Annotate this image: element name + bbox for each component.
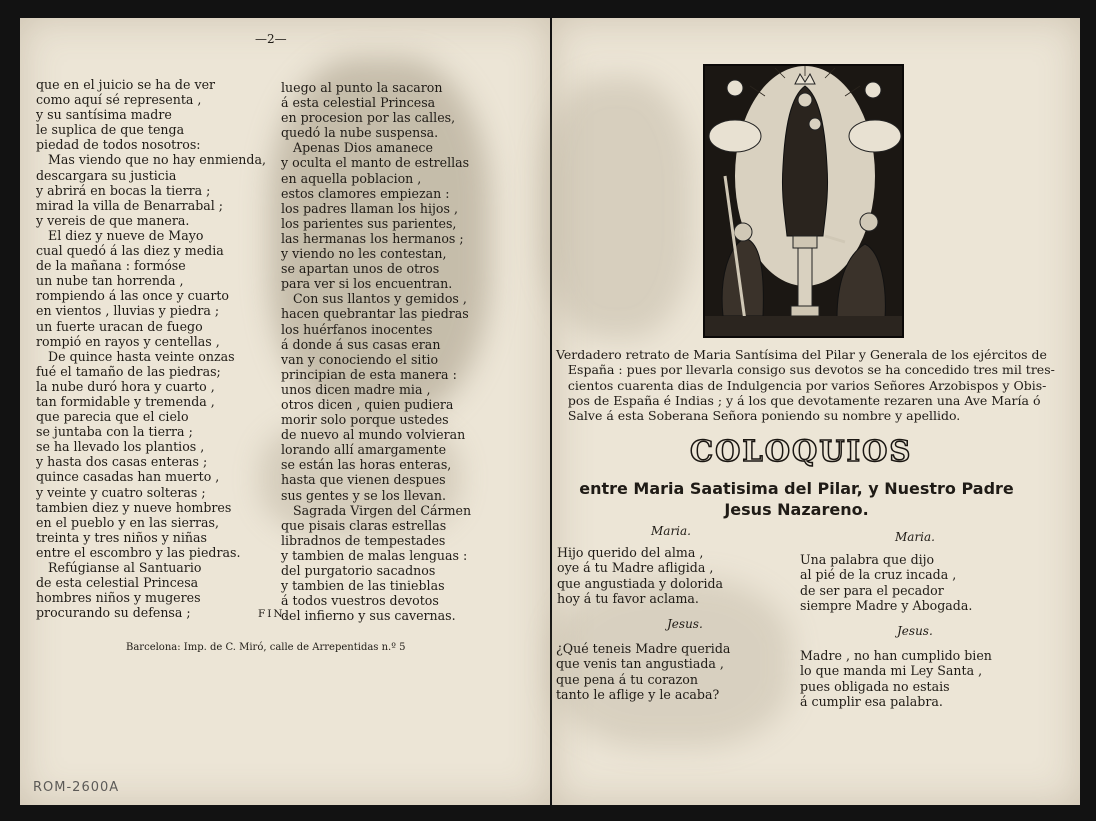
verse-line: oye á tu Madre afligida , xyxy=(557,560,714,576)
portrait-caption xyxy=(556,347,1056,423)
verse-line: El diez y nueve de Mayo xyxy=(36,227,204,243)
verse-line: se están las horas enteras, xyxy=(281,457,452,473)
verse-line: mirad la villa de Benarrabal ; xyxy=(36,197,224,213)
verse-line: le suplica de que tenga xyxy=(36,122,185,138)
verse-line: á cumplir esa palabra. xyxy=(800,693,943,709)
verse-line: Una palabra que dijo xyxy=(800,552,935,567)
verse-line: lorando allí amargamente xyxy=(281,442,447,458)
verse-line: en procesion por las calles, xyxy=(281,110,456,126)
verse-line: á esta celestial Princesa xyxy=(281,95,436,111)
verse-line: y abrirá en bocas la tierra ; xyxy=(36,182,211,198)
verse-line: un fuerte uracan de fuego xyxy=(36,318,203,334)
verse-line: en aquella poblacion , xyxy=(281,170,422,186)
verse-line: tan formidable y tremenda , xyxy=(36,393,215,409)
verse-line: y veinte y cuatro solteras ; xyxy=(36,484,206,500)
verse-line: otros dicen , quien pudiera xyxy=(281,396,454,412)
verse-line: los huérfanos inocentes xyxy=(281,321,433,337)
verse-line: que en el juicio se ha de ver xyxy=(36,77,216,92)
poem-column-middle xyxy=(281,80,471,623)
caption-line: cientos cuarenta dias de Indulgencia por varios Señores Arzobispos y Obis- xyxy=(556,377,1047,393)
verse-line: Hijo querido del alma , xyxy=(557,545,704,560)
verse-line: De quince hasta veinte onzas xyxy=(36,348,235,364)
verse-line: y oculta el manto de estrellas xyxy=(281,155,470,171)
verse-line: Apenas Dios amanece xyxy=(281,140,433,156)
verse-line: la nube duró hora y cuarto , xyxy=(36,378,215,394)
verse-line: siempre Madre y Abogada. xyxy=(800,597,973,613)
verse-line: en vientos , lluvias y piedra ; xyxy=(36,303,220,319)
verse-line: que pena á tu corazon xyxy=(556,671,698,687)
verse-line: fué el tamaño de las piedras; xyxy=(36,363,221,379)
printer-imprint: Barcelona: Imp. de C. Miró, calle de Arrepentidas n.º 5 xyxy=(126,642,406,653)
verse-line: procurando su defensa ; xyxy=(36,605,191,621)
dialogue-stanza xyxy=(556,641,730,702)
verse-line: como aquí sé representa , xyxy=(36,92,202,108)
verse-line: á donde á sus casas eran xyxy=(281,336,441,352)
verse-line: van y conociendo el sitio xyxy=(281,351,439,367)
water-stain xyxy=(542,78,692,338)
verse-line: se ha llevado los plantios , xyxy=(36,439,205,455)
archive-stamp: ROM-2600A xyxy=(33,780,120,795)
verse-line: un nube tan horrenda , xyxy=(36,273,184,289)
page-number: —2— xyxy=(255,32,287,46)
verse-line: Sagrada Virgen del Cármen xyxy=(281,502,472,518)
verse-line: y viendo no les contestan, xyxy=(281,246,447,262)
verse-line: ¿Qué teneis Madre querida xyxy=(556,641,731,656)
verse-line: pues obligada no estais xyxy=(800,678,950,694)
speaker-label-maria: Maria. xyxy=(651,524,691,538)
verse-line: piedad de todos nosotros: xyxy=(36,137,201,153)
verse-line: y tambien de malas lenguas : xyxy=(281,547,468,563)
verse-line: se apartan unos de otros xyxy=(281,261,440,277)
verse-line: se juntaba con la tierra ; xyxy=(36,424,193,440)
verse-line: y hasta dos casas enteras ; xyxy=(36,454,208,470)
verse-line: libradnos de tempestades xyxy=(281,532,446,548)
verse-line: los parientes sus parientes, xyxy=(281,215,457,231)
caption-line: pos de España é Indias ; y á los que devotamente rezaren una Ave María ó xyxy=(556,392,1041,408)
verse-line: cual quedó á las diez y media xyxy=(36,243,224,259)
verse-line: del purgatorio sacadnos xyxy=(281,563,436,578)
speaker-label-maria: Maria. xyxy=(895,530,935,544)
verse-line: principian de esta manera : xyxy=(281,366,457,382)
verse-line: rompió en rayos y centellas , xyxy=(36,333,220,349)
verse-line: luego al punto la sacaron xyxy=(281,80,443,95)
speaker-label-jesus: Jesus. xyxy=(667,617,703,631)
verse-line: hacen quebrantar las piedras xyxy=(281,306,469,322)
verse-line: sus gentes y se los llevan. xyxy=(281,487,447,503)
verse-line: lo que manda mi Ley Santa , xyxy=(800,663,983,679)
verse-line: que pisais claras estrellas xyxy=(281,517,447,533)
poem-column-left xyxy=(36,77,266,620)
verse-line: quince casadas han muerto , xyxy=(36,469,220,485)
verse-line: hasta que vienen despues xyxy=(281,472,446,488)
verse-line: al pié de la cruz incada , xyxy=(800,567,957,583)
verse-line: y tambien de las tinieblas xyxy=(281,578,445,594)
verse-line: tanto le aflige y le acaba? xyxy=(556,686,720,702)
verse-line: las hermanas los hermanos ; xyxy=(281,230,464,246)
caption-line: España : pues por llevarla consigo sus devotos se ha concedido tres mil tres- xyxy=(556,362,1055,378)
verse-line: tambien diez y nueve hombres xyxy=(36,499,232,515)
verse-line: hoy á tu favor aclama. xyxy=(557,590,699,606)
verse-line: que angustiada y dolorida xyxy=(557,575,724,591)
verse-line: quedó la nube suspensa. xyxy=(281,125,439,141)
verse-line: de ser para el pecador xyxy=(800,582,944,598)
verse-line: que venis tan angustiada , xyxy=(556,656,724,672)
verse-line: morir solo porque ustedes xyxy=(281,412,449,428)
verse-line: de la mañana : formóse xyxy=(36,258,186,274)
verse-line: del infierno y sus cavernas. xyxy=(281,608,456,624)
verse-line: treinta y tres niños y niñas xyxy=(36,529,207,545)
verse-line: Mas viendo que no hay enmienda, xyxy=(36,152,266,168)
verse-line: Con sus llantos y gemidos , xyxy=(281,291,467,307)
verse-line: en el pueblo y en las sierras, xyxy=(36,514,219,530)
verse-line: de nuevo al mundo volvieran xyxy=(281,427,466,443)
virgin-del-pilar-woodcut xyxy=(703,64,904,338)
verse-line: Refúgianse al Santuario xyxy=(36,560,202,575)
verse-line: Madre , no han cumplido bien xyxy=(800,648,992,663)
verse-line: rompiendo á las once y cuarto xyxy=(36,288,230,304)
verse-line: descargara su justicia xyxy=(36,167,177,183)
verse-line: entre el escombro y las piedras. xyxy=(36,544,241,560)
verse-line: los padres llaman los hijos , xyxy=(281,200,458,216)
verse-line: estos clamores empiezan : xyxy=(281,185,450,201)
speaker-label-jesus: Jesus. xyxy=(897,624,933,638)
verse-line: que parecia que el cielo xyxy=(36,409,189,425)
dialogue-stanza xyxy=(557,545,723,606)
verse-line: y su santísima madre xyxy=(36,107,172,123)
title-coloquios: COLOQUIOS xyxy=(690,434,913,468)
fin-mark: FIN. xyxy=(258,608,290,620)
dialogue-stanza xyxy=(800,552,972,613)
caption-line: Salve á esta Soberana Señora poniendo su nombre y apellido. xyxy=(556,408,961,424)
verse-line: á todos vuestros devotos xyxy=(281,593,439,609)
verse-line: hombres niños y mugeres xyxy=(36,590,201,606)
caption-line: Verdadero retrato de Maria Santísima del Pilar y Generala de los ejércitos de xyxy=(556,347,1047,362)
subtitle: entre Maria Saatisima del Pilar, y Nuestro Padre Jesus Nazareno. xyxy=(579,479,1014,519)
verse-line: y vereis de que manera. xyxy=(36,212,190,228)
verse-line: para ver si los encuentran. xyxy=(281,276,453,292)
dialogue-stanza xyxy=(800,648,992,709)
verse-line: unos dicen madre mia , xyxy=(281,381,431,397)
verse-line: de esta celestial Princesa xyxy=(36,575,199,591)
